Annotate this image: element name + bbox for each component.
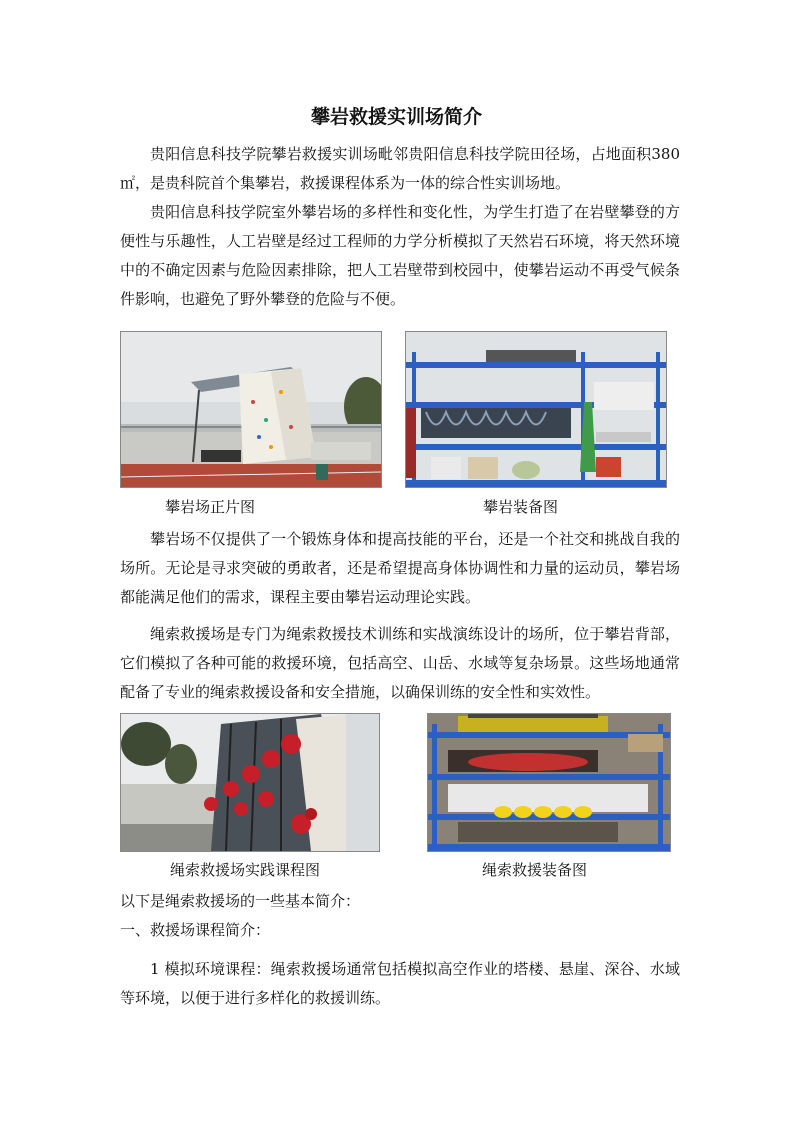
rope-rescue-equipment-photo (427, 713, 671, 852)
caption-rope-rescue-practice: 绳索救援场实践课程图 (170, 861, 321, 879)
rope-rescue-practice-photo (120, 713, 380, 852)
paragraph-climbing-wall: 贵阳信息科技学院室外攀岩场的多样性和变化性，为学生打造了在岩壁攀登的方便性与乐趣性，人工岩壁是经过工程师的力学分析模拟了天然岩石环境，将天然环境中的不确定因素与危险因素排除，把人工岩壁带到校园中，使攀岩运动不再受气候条件影响，也避免了野外攀登的危险与不便。 (120, 203, 680, 308)
paragraph-climbing-benefits: 攀岩场不仅提供了一个锻炼身体和提高技能的平台，还是一个社交和挑战自我的场所。无论是寻求突破的勇敢者，还是希望提高身体协调性和力量的运动员，攀岩场都能满足他们的需求，课程主要由攀岩运动理论实践。 (120, 530, 680, 606)
caption-rope-rescue-equipment: 绳索救援装备图 (482, 861, 588, 879)
caption-climbing-equipment: 攀岩装备图 (483, 498, 559, 516)
paragraph-intro-list: 以下是绳索救援场的一些基本简介： (120, 892, 361, 910)
climbing-wall-photo (120, 331, 382, 488)
climbing-equipment-photo (405, 331, 667, 488)
caption-climbing-wall: 攀岩场正片图 (165, 498, 256, 516)
paragraph-simulated-environment: 1 模拟环境课程：绳索救援场通常包括模拟高空作业的塔楼、悬崖、深谷、水域等环境，以便于进行多样化的救援训练。 (120, 960, 680, 1007)
paragraph-intro: 贵阳信息科技学院攀岩救援实训场毗邻贵阳信息科技学院田径场，占地面积380 ㎡，是贵科院首个集攀岩，救援课程体系为一体的综合性实训场地。 (120, 145, 680, 192)
page-title: 攀岩救援实训场简介 (310, 106, 482, 128)
section-heading-courses: 一、救援场课程简介： (120, 921, 271, 939)
paragraph-rope-rescue: 绳索救援场是专门为绳索救援技术训练和实战演练设计的场所，位于攀岩背部，它们模拟了各种可能的救援环境，包括高空、山岳、水域等复杂场景。这些场地通常配备了专业的绳索救援设备和安全措施，以确保训练的安全性和实效性。 (120, 625, 680, 701)
